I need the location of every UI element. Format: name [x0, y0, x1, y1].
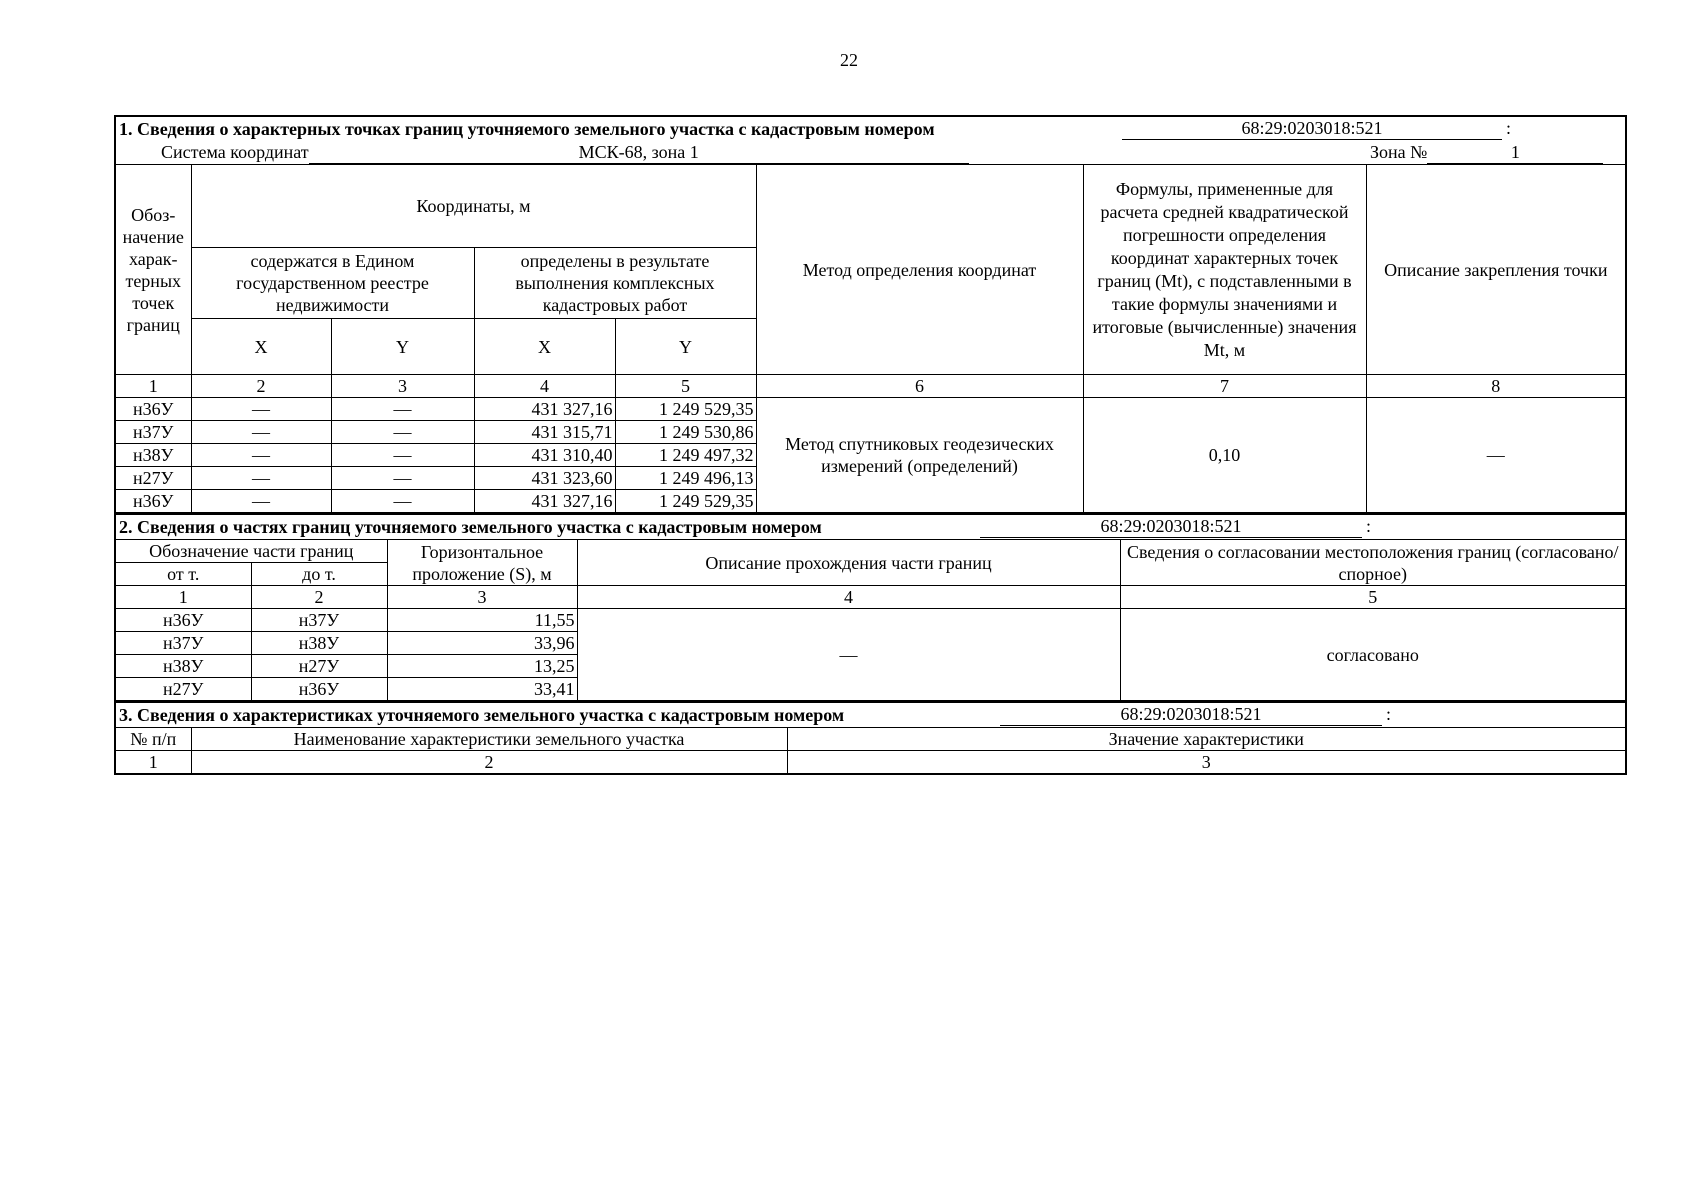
- col-num: 5: [615, 375, 756, 398]
- to-point: н27У: [251, 655, 387, 678]
- col-num: 3: [331, 375, 474, 398]
- header-fixing: Описание закрепления точки: [1366, 165, 1626, 375]
- col-num: 1: [115, 751, 191, 775]
- length: 11,55: [387, 609, 577, 632]
- kkr-y: 1 249 530,86: [615, 421, 756, 444]
- header-kkr: определены в результате выполнения комплексных кадастровых работ: [474, 248, 756, 319]
- col-num: 3: [787, 751, 1626, 775]
- length: 33,41: [387, 678, 577, 702]
- col-num: 6: [756, 375, 1083, 398]
- header-number: № п/п: [115, 728, 191, 751]
- col-num: 7: [1083, 375, 1366, 398]
- header-from: от т.: [115, 563, 251, 586]
- kkr-y: 1 249 529,35: [615, 490, 756, 514]
- header-description: Описание прохождения части границ: [577, 540, 1120, 586]
- agreement-value: согласовано: [1120, 609, 1626, 702]
- section-3-title-row: [115, 703, 1626, 728]
- col-num: 4: [474, 375, 615, 398]
- header-y1: Y: [331, 319, 474, 375]
- colon: :: [1386, 704, 1392, 724]
- egrn-x: —: [191, 421, 331, 444]
- method-value: Метод спутниковых геодезических измерений (определений): [756, 398, 1083, 514]
- kkr-x: 431 315,71: [474, 421, 615, 444]
- fix-value: —: [1366, 398, 1626, 514]
- column-numbers-row: [115, 586, 1626, 609]
- from-point: н36У: [115, 609, 251, 632]
- header-characteristic-name: Наименование характеристики земельного участка: [191, 728, 787, 751]
- to-point: н36У: [251, 678, 387, 702]
- header-y2: Y: [615, 319, 756, 375]
- section-1-title: 1. Сведения о характерных точках границ уточняемого земельного участка с кадастровым номером: [119, 118, 935, 139]
- mt-value: 0,10: [1083, 398, 1366, 514]
- section-2-title-row: [115, 515, 1626, 540]
- egrn-y: —: [331, 490, 474, 514]
- header-coordinates: Координаты, м: [191, 165, 756, 248]
- col-num: 8: [1366, 375, 1626, 398]
- header-designation: Обоз-начение харак-терных точек границ: [115, 165, 191, 375]
- section-2-cadastral-number: 68:29:0203018:521: [980, 515, 1362, 538]
- section-3-table: [114, 702, 1627, 775]
- col-num: 2: [251, 586, 387, 609]
- kkr-x: 431 310,40: [474, 444, 615, 467]
- col-num: 5: [1120, 586, 1626, 609]
- header-to: до т.: [251, 563, 387, 586]
- column-numbers-row: [115, 375, 1626, 398]
- col-num: 2: [191, 751, 787, 775]
- section-1-cadastral-number: 68:29:0203018:521: [1122, 117, 1502, 140]
- column-numbers-row: [115, 751, 1626, 775]
- header-part: Обозначение части границ: [115, 540, 387, 563]
- header-method: Метод определения координат: [756, 165, 1083, 375]
- col-num: 3: [387, 586, 577, 609]
- zone-value: 1: [1427, 141, 1603, 164]
- col-num: 4: [577, 586, 1120, 609]
- section-2-table: [114, 514, 1627, 702]
- kkr-x: 431 327,16: [474, 398, 615, 421]
- kkr-x: 431 323,60: [474, 467, 615, 490]
- egrn-y: —: [331, 467, 474, 490]
- to-point: н38У: [251, 632, 387, 655]
- zone-label: Зона №: [1370, 142, 1428, 162]
- header-formulas: Формулы, примененные для расчета средней квадратической погрешности определения координат характерных точек границ (Mt), с подставленными в такие формулы значениями и итоговые (вычисленные) значения Mt, м: [1083, 165, 1366, 375]
- egrn-y: —: [331, 398, 474, 421]
- point-name: н38У: [115, 444, 191, 467]
- length: 33,96: [387, 632, 577, 655]
- header-x1: X: [191, 319, 331, 375]
- header-length: Горизонтальное проложение (S), м: [387, 540, 577, 586]
- from-point: н37У: [115, 632, 251, 655]
- colon: :: [1506, 118, 1512, 138]
- kkr-y: 1 249 496,13: [615, 467, 756, 490]
- kkr-x: 431 327,16: [474, 490, 615, 514]
- cadastral-document: [114, 115, 1625, 775]
- col-num: 1: [115, 375, 191, 398]
- header-characteristic-value: Значение характеристики: [787, 728, 1626, 751]
- point-name: н36У: [115, 398, 191, 421]
- point-name: н27У: [115, 467, 191, 490]
- egrn-x: —: [191, 490, 331, 514]
- kkr-y: 1 249 529,35: [615, 398, 756, 421]
- colon: :: [1366, 516, 1372, 536]
- egrn-x: —: [191, 467, 331, 490]
- point-name: н36У: [115, 490, 191, 514]
- col-num: 1: [115, 586, 251, 609]
- header-egrn: содержатся в Едином государственном реестре недвижимости: [191, 248, 474, 319]
- kkr-y: 1 249 497,32: [615, 444, 756, 467]
- table-row: [115, 609, 1626, 632]
- egrn-x: —: [191, 444, 331, 467]
- description-value: —: [577, 609, 1120, 702]
- section-2-title: 2. Сведения о частях границ уточняемого земельного участка с кадастровым номером: [119, 517, 822, 537]
- from-point: н38У: [115, 655, 251, 678]
- header-agreement: Сведения о согласовании местоположения границ (согласовано/спорное): [1120, 540, 1626, 586]
- coord-system-value: МСК-68, зона 1: [309, 141, 969, 164]
- egrn-x: —: [191, 398, 331, 421]
- coord-system-row: [115, 140, 1626, 165]
- section-1-table: [114, 115, 1627, 514]
- egrn-y: —: [331, 444, 474, 467]
- length: 13,25: [387, 655, 577, 678]
- coord-system-label: Система координат: [161, 141, 309, 162]
- from-point: н27У: [115, 678, 251, 702]
- col-num: 2: [191, 375, 331, 398]
- point-name: н37У: [115, 421, 191, 444]
- table-row: [115, 398, 1626, 421]
- to-point: н37У: [251, 609, 387, 632]
- header-x2: X: [474, 319, 615, 375]
- section-3-title: 3. Сведения о характеристиках уточняемого земельного участка с кадастровым номером: [119, 705, 845, 725]
- egrn-y: —: [331, 421, 474, 444]
- section-3-cadastral-number: 68:29:0203018:521: [1000, 703, 1382, 726]
- section-1-title-row: [115, 116, 1626, 140]
- page-number: 22: [840, 50, 858, 70]
